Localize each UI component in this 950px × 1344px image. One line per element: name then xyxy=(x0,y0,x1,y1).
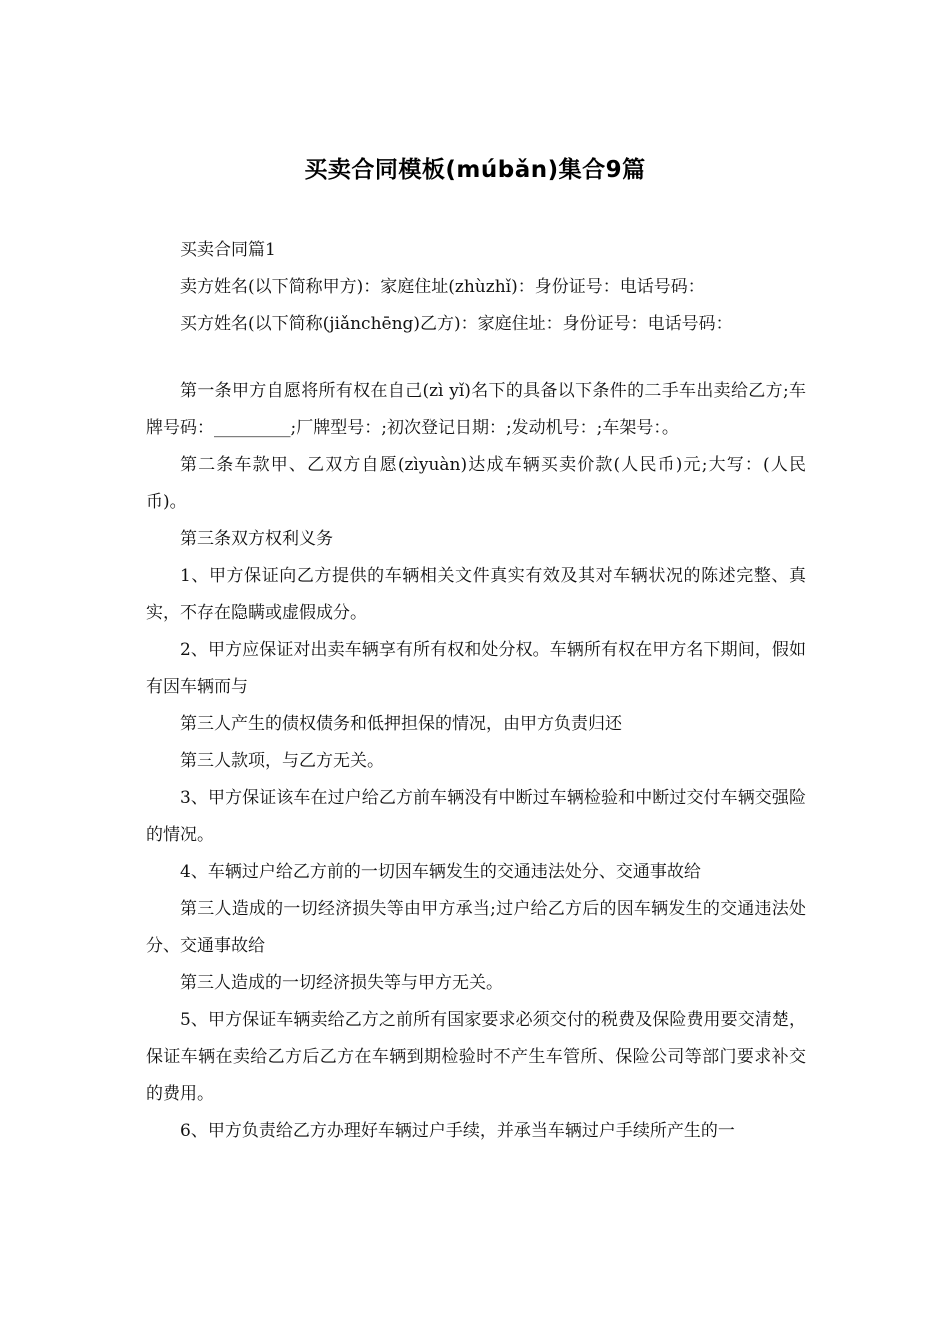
seller-info-line: 卖方姓名(以下简称甲方)：家庭住址(zhùzhǐ)：身份证号：电话号码： xyxy=(180,277,705,297)
clause-6: 6、甲方负责给乙方办理好车辆过户手续，并承当车辆过户手续所产生的一 xyxy=(180,1121,735,1141)
clause-4-continued: 第三人造成的一切经济损失等由甲方承当;过户给乙方后的因车辆发生的交通违法处分、交通事故给 xyxy=(146,899,806,956)
clause-4-end: 第三人造成的一切经济损失等与甲方无关。 xyxy=(180,973,503,993)
document-title: 买卖合同模板(múbǎn)集合9篇 xyxy=(304,157,646,183)
buyer-info-line: 买方姓名(以下简称(jiǎnchēng)乙方)：家庭住址：身份证号：电话号码： xyxy=(180,314,733,334)
clause-2-end: 第三人款项，与乙方无关。 xyxy=(180,751,384,771)
clause-5: 5、甲方保证车辆卖给乙方之前所有国家要求必须交付的税费及保险费用要交清楚，保证车辆在卖给乙方后乙方在车辆到期检验时不产生车管所、保险公司等部门要求补交的费用。 xyxy=(146,1010,806,1104)
clause-4: 4、车辆过户给乙方前的一切因车辆发生的交通违法处分、交通事故给 xyxy=(180,862,701,882)
clause-2: 2、甲方应保证对出卖车辆享有所有权和处分权。车辆所有权在甲方名下期间，假如有因车辆而与 xyxy=(146,640,806,697)
document-body xyxy=(146,232,806,1150)
clause-1: 1、甲方保证向乙方提供的车辆相关文件真实有效及其对车辆状况的陈述完整、真实，不存在隐瞒或虚假成分。 xyxy=(146,566,806,623)
article-3-heading: 第三条双方权利义务 xyxy=(180,529,333,549)
article-1: 第一条甲方自愿将所有权在自己(zì yǐ)名下的具备以下条件的二手车出卖给乙方;车牌号码：_________;厂牌型号：;初次登记日期：;发动机号：;车架号：。 xyxy=(146,381,806,438)
clause-2-continued: 第三人产生的债权债务和低押担保的情况，由甲方负责归还 xyxy=(180,714,622,734)
section-heading: 买卖合同篇1 xyxy=(180,240,276,260)
clause-3: 3、甲方保证该车在过户给乙方前车辆没有中断过车辆检验和中断过交付车辆交强险的情况。 xyxy=(146,788,806,845)
article-2: 第二条车款甲、乙双方自愿(zìyuàn)达成车辆买卖价款(人民币)元;大写：(人民币)。 xyxy=(146,455,806,512)
paragraph-gap xyxy=(146,343,806,373)
